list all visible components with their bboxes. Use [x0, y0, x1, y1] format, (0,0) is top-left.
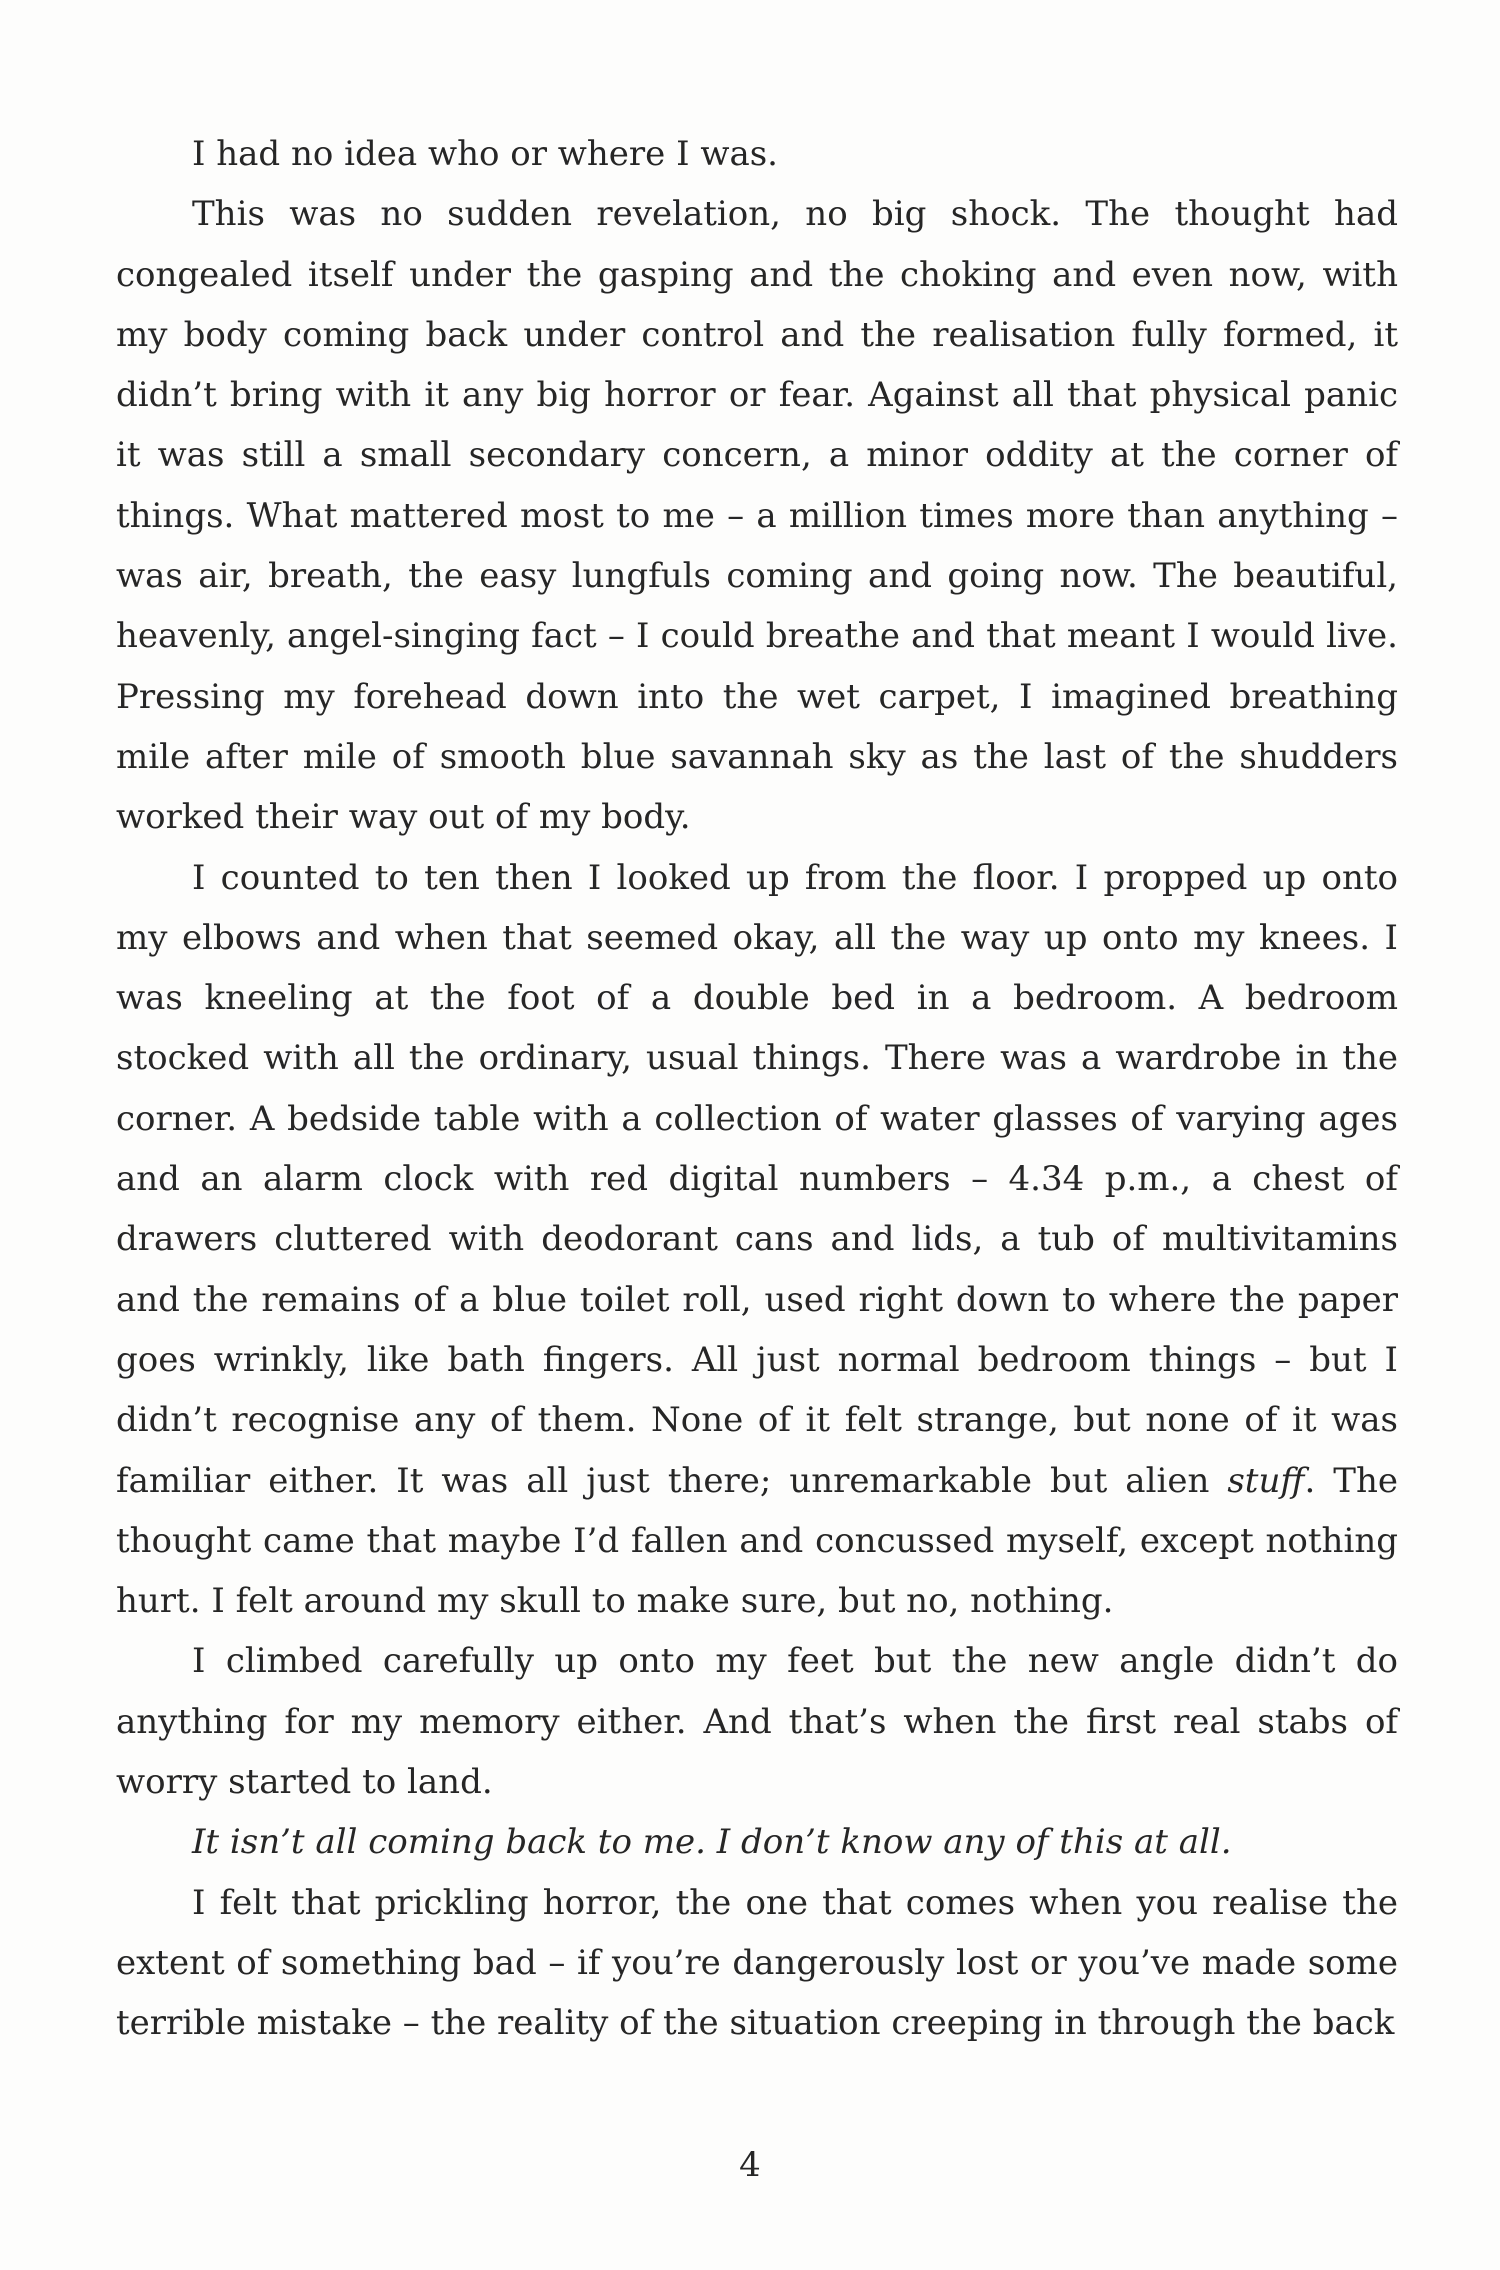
paragraph-6: I felt that prickling horror, the one that comes when you realise the extent of something bad – if you’re dangerously lost or you’ve made some terrible mistake – the reality of the situation creeping in through the back	[116, 1882, 1398, 2044]
paragraph-5-italic	[116, 1812, 1398, 1872]
page-number: 4	[739, 2145, 761, 2185]
paragraph-3	[116, 848, 1398, 1632]
paragraph-1: I had no idea who or where I was.	[192, 134, 778, 174]
paragraph-3-text: I counted to ten then I looked up from the floor. I propped up onto my elbows and when that seemed okay, all the way up onto my knees. I was kneeling at the foot of a double bed in a bedroom. A bedroom stocked with all the ordinary, usual things. There was a wardrobe in the corner. A bedside table with a collection of water glasses of varying ages and an alarm clock with red digital numbers – 4.34 p.m., a chest of drawers cluttered with deodorant cans and lids, a tub of multivitamins and the remains of a blue toilet roll, used right down to where the paper goes wrinkly, like bath fingers. All just normal bedroom things – but I didn’t recognise any of them. None of it felt strange, but none of it was familiar either. It was all just there; unremarkable but alien	[116, 857, 1398, 1501]
italic-thought: It isn’t all coming back to me. I don’t know any of this at all.	[192, 1822, 1232, 1863]
paragraph-2: This was no sudden revelation, no big shock. The thought had congealed itself under the gasping and the choking and even now, with my body coming back under control and the realisation fully formed, it didn’t bring with it any big horror or fear. Against all that physical panic it was still a small secondary concern, a minor oddity at the corner of things. What mattered most to me – a million times more than anything – was air, breath, the easy lungfuls coming and going now. The beautiful, heavenly, angel-singing fact – I could breathe and that meant I would live. Pressing my forehead down into the wet carpet, I imagined breathing mile after mile of smooth blue savannah sky as the last of the shudders worked their way out of my body.	[116, 194, 1398, 838]
paragraph-4: I climbed carefully up onto my feet but the new angle didn’t do anything for my memory either. And that’s when the first real stabs of worry started to land.	[116, 1641, 1398, 1803]
paragraph-3-italic: stuff	[1227, 1460, 1305, 1501]
paragraph-3-after: . The thought came that maybe I’d fallen and concussed myself, except nothing hurt. I felt around my skull to make sure, but no, nothing.	[116, 1460, 1398, 1622]
body-text	[116, 124, 1398, 2054]
